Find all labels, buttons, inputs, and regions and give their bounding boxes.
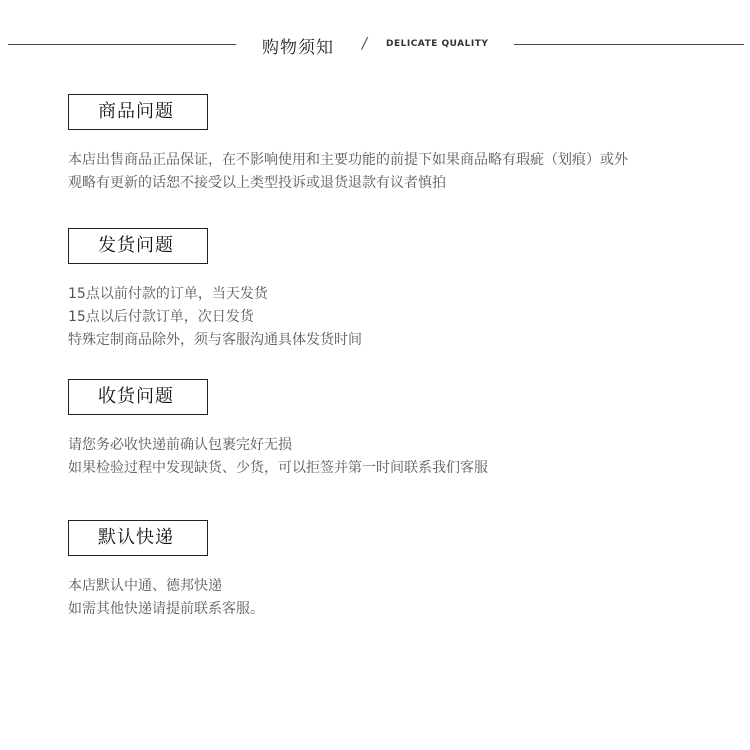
- section-title: 收货问题: [68, 379, 208, 415]
- section-body: [68, 434, 708, 480]
- section-body: [68, 283, 708, 352]
- section-receipt-issues: [68, 379, 708, 480]
- section-line: 本店出售商品正品保证，在不影响使用和主要功能的前提下如果商品略有瑕疵（划痕）或外: [68, 152, 628, 168]
- section-title: 默认快递: [68, 520, 208, 556]
- section-title: 发货问题: [68, 228, 208, 264]
- section-default-courier: [68, 520, 708, 621]
- section-line: 15点以前付款的订单，当天发货: [68, 286, 268, 302]
- header-subtitle: DELICATE QUALITY: [386, 39, 489, 49]
- section-body: [68, 575, 708, 621]
- section-line: 如果检验过程中发现缺货、少货，可以拒签并第一时间联系我们客服: [68, 460, 488, 476]
- section-line: 观略有更新的话恕不接受以上类型投诉或退货退款有议者慎拍: [68, 175, 446, 191]
- section-shipping-issues: [68, 228, 708, 352]
- header-slash: /: [362, 34, 368, 52]
- section-line: 请您务必收快递前确认包裹完好无损: [68, 437, 292, 453]
- section-line: 15点以后付款订单，次日发货: [68, 309, 254, 325]
- header-divider-right: [514, 44, 744, 45]
- section-product-issues: [68, 94, 708, 195]
- section-title: 商品问题: [68, 94, 208, 130]
- header: [0, 30, 750, 60]
- header-divider-left: [8, 44, 236, 45]
- section-line: 特殊定制商品除外，须与客服沟通具体发货时间: [68, 332, 362, 348]
- page-title: 购物须知: [262, 38, 334, 58]
- section-line: 本店默认中通、德邦快递: [68, 578, 222, 594]
- section-line: 如需其他快递请提前联系客服。: [68, 601, 264, 617]
- section-body: [68, 149, 708, 195]
